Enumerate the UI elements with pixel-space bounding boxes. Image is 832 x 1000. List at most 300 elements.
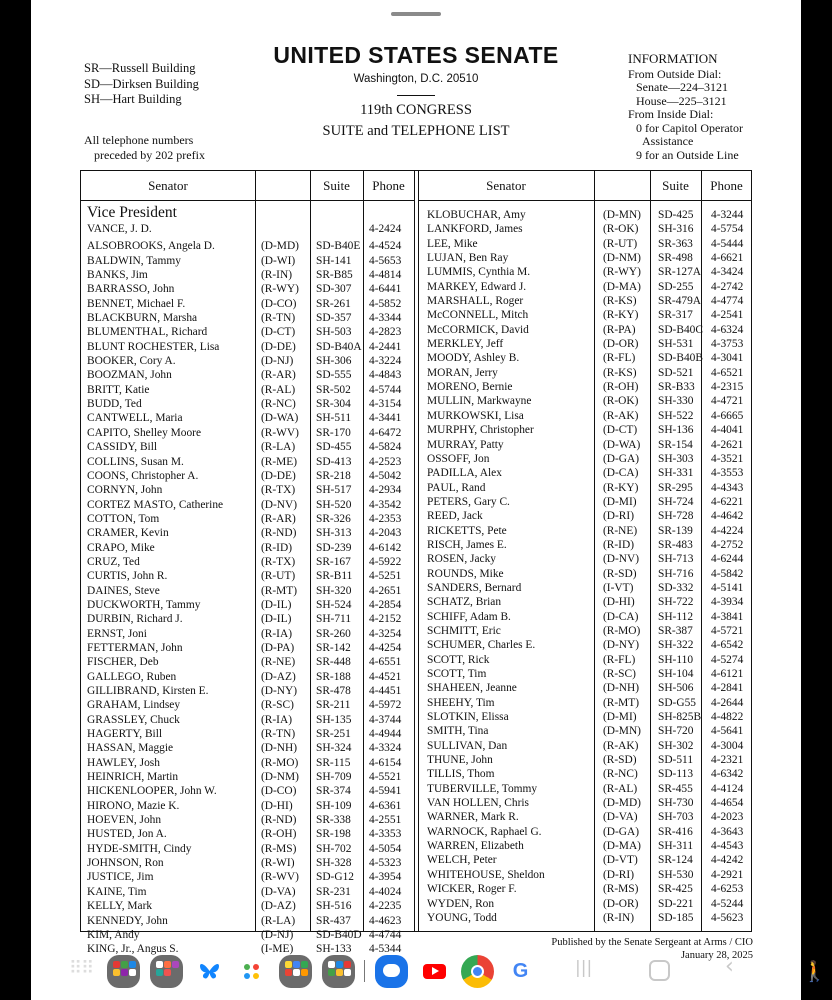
senator-name: COLLINS, Susan M. [87,455,184,468]
senator-party: (D-AZ) [261,670,296,683]
senator-phone: 4-3224 [369,355,402,368]
senator-name: CANTWELL, Maria [87,412,183,425]
table-row [427,567,761,581]
senator-name: DURBIN, Richard J. [87,613,183,626]
senator-phone: 4-4654 [711,797,744,810]
info-inside-2: 9 for an Outside Line [636,147,739,162]
senator-party: (R-OH) [603,381,639,394]
table-row [427,452,761,466]
senator-name: RICKETTS, Pete [427,524,507,537]
senator-name: McCONNELL, Mitch [427,309,529,322]
senator-name: SLOTKIN, Elissa [427,711,509,724]
senator-name: LEE, Mike [427,237,478,250]
folder-icon[interactable] [322,955,355,988]
senator-party: (R-TN) [261,312,296,325]
accessibility-icon[interactable]: 🚶 [802,959,827,983]
senator-party: (D-NJ) [261,355,294,368]
senator-party: (D-CO) [261,785,297,798]
senator-suite: SH-728 [658,510,694,523]
senator-party: (R-NE) [603,524,638,537]
senator-party: (R-MS) [261,842,297,855]
senator-name: PADILLA, Alex [427,467,502,480]
table-row [427,595,761,609]
title-block [261,42,571,140]
senator-name: BRITT, Katie [87,383,150,396]
senator-name: BUDD, Ted [87,398,142,411]
table-row [427,394,761,408]
folder-icon[interactable] [279,955,312,988]
table-row [87,741,419,755]
senator-name: MULLIN, Markwayne [427,395,532,408]
senator-suite: SD-425 [658,209,694,221]
table-row [427,581,761,595]
table-row [87,512,419,526]
senator-suite: SR-437 [316,914,351,927]
senator-party: (R-MT) [603,696,640,709]
senator-phone: 4-5842 [711,567,744,580]
divider [364,960,365,982]
senator-party: (R-UT) [603,237,638,250]
folder-icon[interactable] [236,955,269,988]
senator-party: (R-KS) [603,295,637,308]
senator-phone: 4-3744 [369,713,402,726]
senator-suite: SR-198 [316,828,351,841]
table-row [87,598,419,612]
table-row [427,810,761,824]
building-hart: SH—Hart Building [84,92,182,106]
senator-name: CORNYN, John [87,484,163,497]
senator-suite: SR-127A [658,266,702,279]
senator-phone: 4-6551 [369,656,402,669]
senator-name: KING, Jr., Angus S. [87,943,179,956]
senator-name: SCOTT, Rick [427,653,490,666]
senator-name: LUMMIS, Cynthia M. [427,266,531,279]
senator-party: (D-CT) [261,326,296,339]
senator-party: (D-WI) [261,254,296,267]
senator-phone: 4-3353 [369,828,402,841]
senator-suite: SD-G12 [316,871,354,884]
senator-phone: 4-5274 [711,653,744,666]
table-row [427,409,761,423]
table-row [87,397,419,411]
table-row [427,681,761,695]
senator-phone: 4-6324 [711,323,744,336]
senator-party: (R-SC) [261,699,294,712]
senator-party: (D-RI) [603,510,634,523]
senator-suite: SH-506 [658,682,694,695]
table-row [427,882,761,896]
senator-name: LANKFORD, James [427,223,523,236]
senator-name: VAN HOLLEN, Chris [427,797,529,810]
senator-phone: 4-2854 [369,598,402,611]
senator-suite: SR-416 [658,825,693,838]
senator-party: (R-IN) [603,911,634,924]
senator-phone: 4-4521 [369,670,402,683]
senator-name: WHITEHOUSE, Sheldon [427,868,545,881]
senator-party: (R-AK) [603,739,639,752]
senator-party: (D-CA) [603,610,639,623]
senator-party: (D-NH) [603,682,640,695]
vice-president-heading: Vice President [87,204,177,221]
senator-phone: 4-4721 [711,395,744,408]
senator-phone: 4-4744 [369,928,402,941]
table-row [87,268,419,282]
senator-suite: SR-231 [316,885,351,898]
senator-name: MARSHALL, Roger [427,295,524,308]
senator-phone: 4-6221 [711,495,744,508]
senator-party: (R-OK) [603,223,639,236]
header-suite: Suite [662,178,689,193]
senator-name: MARKEY, Edward J. [427,280,527,293]
table-row [87,222,419,236]
senator-phone: 4-4543 [711,840,744,853]
table-row [87,899,419,913]
table-row [427,524,761,538]
table-row [87,584,419,598]
senator-phone: 4-2644 [711,696,744,709]
table-row [427,796,761,810]
senator-phone: 4-5754 [711,223,744,236]
senator-name: WYDEN, Ron [427,897,495,910]
senator-phone: 4-3553 [711,467,744,480]
senator-party: (R-FL) [603,352,636,365]
senator-phone: 4-2541 [711,309,744,322]
senator-phone: 4-2152 [369,613,402,626]
senator-name: SHAHEEN, Jeanne [427,682,517,695]
senator-name: CRUZ, Ted [87,555,140,568]
senator-party: (D-MI) [603,495,637,508]
senator-party: (D-IL) [261,598,292,611]
table-row [427,825,761,839]
senator-phone: 4-5721 [711,624,744,637]
table-row [87,426,419,440]
senator-party: (R-TX) [261,484,296,497]
back-icon[interactable]: ‹ [725,954,734,979]
senator-suite: SR-374 [316,785,351,798]
location: Washington, D.C. 20510 [353,73,479,85]
senator-name: GILLIBRAND, Kirsten E. [87,685,209,697]
senator-party: (R-NE) [261,656,296,669]
document-page [31,0,801,1000]
senator-suite: SH-110 [658,653,694,666]
senator-party: (D-RI) [603,868,634,881]
senator-phone: 4-4774 [711,295,744,308]
senator-suite [316,222,369,236]
senator-phone: 4-5141 [711,581,744,594]
senator-name: BANKS, Jim [87,269,148,282]
senator-phone: 4-2441 [369,340,402,353]
senator-phone: 4-6244 [711,553,744,566]
senator-party: (D-MI) [603,711,637,724]
senator-suite: SH-303 [658,452,694,465]
senator-phone: 4-5323 [369,857,402,870]
table-row [427,423,761,437]
senator-name: CURTIS, John R. [87,570,168,583]
senator-phone: 4-2523 [369,455,402,468]
senator-party: (R-WI) [261,857,295,870]
senator-suite: SR-139 [658,524,693,537]
senator-name: SHEEHY, Tim [427,696,495,709]
senator-name: GALLEGO, Ruben [87,670,177,683]
senator-suite: SH-716 [658,567,694,580]
senator-suite: SR-387 [658,624,693,637]
senator-phone: 4-6542 [711,639,744,652]
senator-name: HYDE-SMITH, Cindy [87,842,192,855]
senator-phone: 4-2934 [369,484,402,497]
published-date: January 28, 2025 [680,950,753,961]
senator-phone: 4-4024 [369,885,402,898]
senator-name: SCOTT, Tim [427,668,487,680]
senator-name: TUBERVILLE, Tommy [427,782,538,795]
senator-suite: SR-295 [658,481,693,494]
senator-party: (R-TX) [261,555,296,568]
senator-name: SMITH, Tina [427,725,489,738]
senator-name: SULLIVAN, Dan [427,739,508,752]
senator-party: (D-NJ) [261,928,294,941]
header-senator: Senator [148,178,188,193]
senator-party: (R-UT) [261,570,296,583]
drag-handle[interactable] [391,12,441,16]
senator-suite: SH-109 [316,799,352,812]
table-row [427,308,761,322]
senator-phone: 4-4242 [711,854,744,867]
table-row [87,870,419,884]
senator-suite: SH-713 [658,553,694,566]
senator-party: (R-KS) [603,366,637,379]
senator-phone: 4-2551 [369,814,402,827]
senator-party: (R-ME) [261,455,298,468]
senator-suite: SH-133 [316,943,352,956]
senator-name: CRAMER, Kevin [87,527,169,540]
senator-name: WARNER, Mark R. [427,811,519,824]
senator-suite: SR-124 [658,854,693,867]
messages-icon[interactable] [375,955,408,988]
senator-party: (R-ID) [261,541,292,554]
table-row [87,483,419,497]
senator-suite: SH-530 [658,868,694,881]
senator-phone: 4-2621 [711,438,744,451]
senator-name: VANCE, J. D. [87,223,152,235]
senator-name: CAPITO, Shelley Moore [87,426,202,439]
senator-phone: 4-2023 [711,811,744,824]
senator-phone: 4-3004 [711,739,744,752]
table-row [427,495,761,509]
senator-suite: SH-331 [658,467,694,480]
senator-name: MURRAY, Patty [427,438,504,451]
recents-icon[interactable]: ||| [575,958,593,978]
senator-suite: SD-455 [316,441,352,454]
apps-grid-icon[interactable]: ⠿⠿ [69,958,94,979]
senator-phone: 4-6253 [711,883,744,896]
senator-phone: 4-3954 [369,871,402,884]
senator-name: KLOBUCHAR, Amy [427,209,526,221]
folder-icon[interactable] [150,955,183,988]
building-russell: SR—Russell Building [84,61,196,75]
senator-party: (D-NY) [261,685,298,697]
senator-suite: SR-317 [658,309,693,322]
senator-party: (D-OR) [603,897,639,910]
youtube-icon[interactable] [418,955,451,988]
senator-name: MURPHY, Christopher [427,424,534,437]
senator-phone: 4-4041 [711,424,744,437]
chrome-icon[interactable] [461,955,494,988]
senator-name: RISCH, James E. [427,538,507,551]
senator-name: KAINE, Tim [87,885,147,898]
information-box [628,52,743,162]
table-row [87,541,419,555]
senator-suite: SH-311 [658,840,694,853]
google-icon[interactable]: G [504,955,537,988]
table-row [87,340,419,354]
senator-name: SCHMITT, Eric [427,624,501,637]
senator-phone: 4-2752 [711,538,744,551]
senator-phone: 4-2742 [711,280,744,293]
senator-party: (R-TN) [261,728,296,741]
senator-name: BALDWIN, Tammy [87,254,181,267]
senator-phone: 4-6665 [711,409,744,422]
header-suite: Suite [323,178,350,193]
senator-name: ROSEN, Jacky [427,553,496,566]
right-column [427,208,761,925]
folder-icon[interactable] [107,955,140,988]
senator-phone: 4-3841 [711,610,744,623]
senator-phone: 4-6142 [369,541,402,554]
senator-name: BLUNT ROCHESTER, Lisa [87,340,220,353]
senator-party: (D-MD) [261,240,299,253]
senator-suite: SR-B85 [316,269,353,282]
senator-name: MORENO, Bernie [427,381,513,394]
senator-suite: SH-328 [316,857,352,870]
table-row [87,325,419,339]
senator-phone: 4-4524 [369,240,402,253]
senator-suite: SH-531 [658,338,694,351]
senator-name: HAWLEY, Josh [87,756,160,769]
senator-phone: 4-2651 [369,584,402,597]
senator-suite: SR-167 [316,555,351,568]
senator-suite: SH-703 [658,811,694,824]
senator-suite: SH-135 [316,713,352,726]
senator-phone: 4-5623 [711,911,744,924]
senator-party: (R-SC) [603,668,636,680]
home-icon[interactable] [649,960,670,981]
senator-suite: SR-304 [316,398,351,411]
senator-name: MERKLEY, Jeff [427,338,504,351]
senator-party: (D-VA) [261,885,296,898]
senator-phone: 4-3244 [711,209,744,221]
table-row [427,638,761,652]
table-row [427,610,761,624]
senator-name: ROUNDS, Mike [427,567,504,580]
table-row [427,466,761,480]
senator-name: BARRASSO, John [87,283,175,296]
table-row [87,770,419,784]
senator-suite: SH-136 [658,424,694,437]
senator-suite: SD-B40C [658,323,703,336]
senator-party: (R-WY) [603,266,641,279]
senator-suite: SH-324 [316,742,352,755]
senator-suite: SR-363 [658,237,693,250]
table-row [87,555,419,569]
senator-phone: 4-5941 [369,785,402,798]
senator-party: (D-MA) [603,840,641,853]
senator-phone: 4-6154 [369,756,402,769]
senator-party: (D-NM) [603,252,641,265]
senator-phone: 4-2921 [711,868,744,881]
senator-suite: SR-154 [658,438,693,451]
senator-suite: SH-709 [316,771,352,784]
senator-suite: SR-B33 [658,381,695,394]
senator-name: COTTON, Tom [87,512,160,525]
senator-phone: 4-4224 [711,524,744,537]
info-inside-1: 0 for Capitol Operator [636,120,743,135]
senator-party: (R-WY) [261,283,299,296]
senator-phone: 4-4124 [711,782,744,795]
senator-party: (R-NC) [603,768,638,781]
senator-name: CORTEZ MASTO, Catherine [87,498,224,511]
table-row [87,799,419,813]
table-row [427,839,761,853]
senator-phone: 4-5922 [369,555,402,568]
senator-party: (R-ND) [261,527,297,540]
senator-party: (R-LA) [261,441,296,454]
senator-suite: SR-261 [316,297,351,310]
table-row [427,509,761,523]
phone-note-line-2: preceded by 202 prefix [94,147,205,162]
senator-phone: 4-4944 [369,728,402,741]
senator-suite: SH-104 [658,668,694,680]
senator-party: (D-NV) [261,498,298,511]
senator-name: CASSIDY, Bill [87,441,158,454]
table-row [87,569,419,583]
senator-phone: 4-3324 [369,742,402,755]
senator-party: (R-IA) [261,627,292,640]
bluesky-icon[interactable] [193,955,226,988]
table-row [87,526,419,540]
senator-suite: SH-702 [316,842,352,855]
senator-party: (I-VT) [603,581,634,594]
senator-suite: SD-511 [658,754,694,767]
senator-party: (D-VA) [603,811,638,824]
senator-party: (R-LA) [261,914,296,927]
senator-suite: SD-B40E [316,240,361,253]
table-row [87,368,419,382]
senator-name: GRASSLEY, Chuck [87,713,180,726]
senator-phone: 4-5042 [369,469,402,482]
senator-party: (R-KY) [603,481,639,494]
senator-suite: SD-B40A [316,340,362,353]
table-row [87,914,419,928]
phone-note-line-1: All telephone numbers [84,133,194,147]
senator-name: HOEVEN, John [87,814,162,827]
senator-suite: SR-338 [316,814,351,827]
table-row [87,469,419,483]
senator-phone: 4-5852 [369,297,402,310]
senator-phone: 4-6441 [369,283,402,296]
senator-name: WARREN, Elizabeth [427,840,524,853]
senator-name: DUCKWORTH, Tammy [87,598,201,611]
table-row [87,498,419,512]
senator-party: (D-CO) [261,297,297,310]
table-row [87,684,419,698]
senator-suite: SR-B11 [316,570,353,583]
table-row [87,842,419,856]
divider [397,95,435,96]
senator-suite: SH-711 [316,613,352,626]
table-row [427,294,761,308]
senator-phone: 4-5444 [711,237,744,250]
table-row [427,739,761,753]
senator-phone: 4-2841 [711,682,744,695]
